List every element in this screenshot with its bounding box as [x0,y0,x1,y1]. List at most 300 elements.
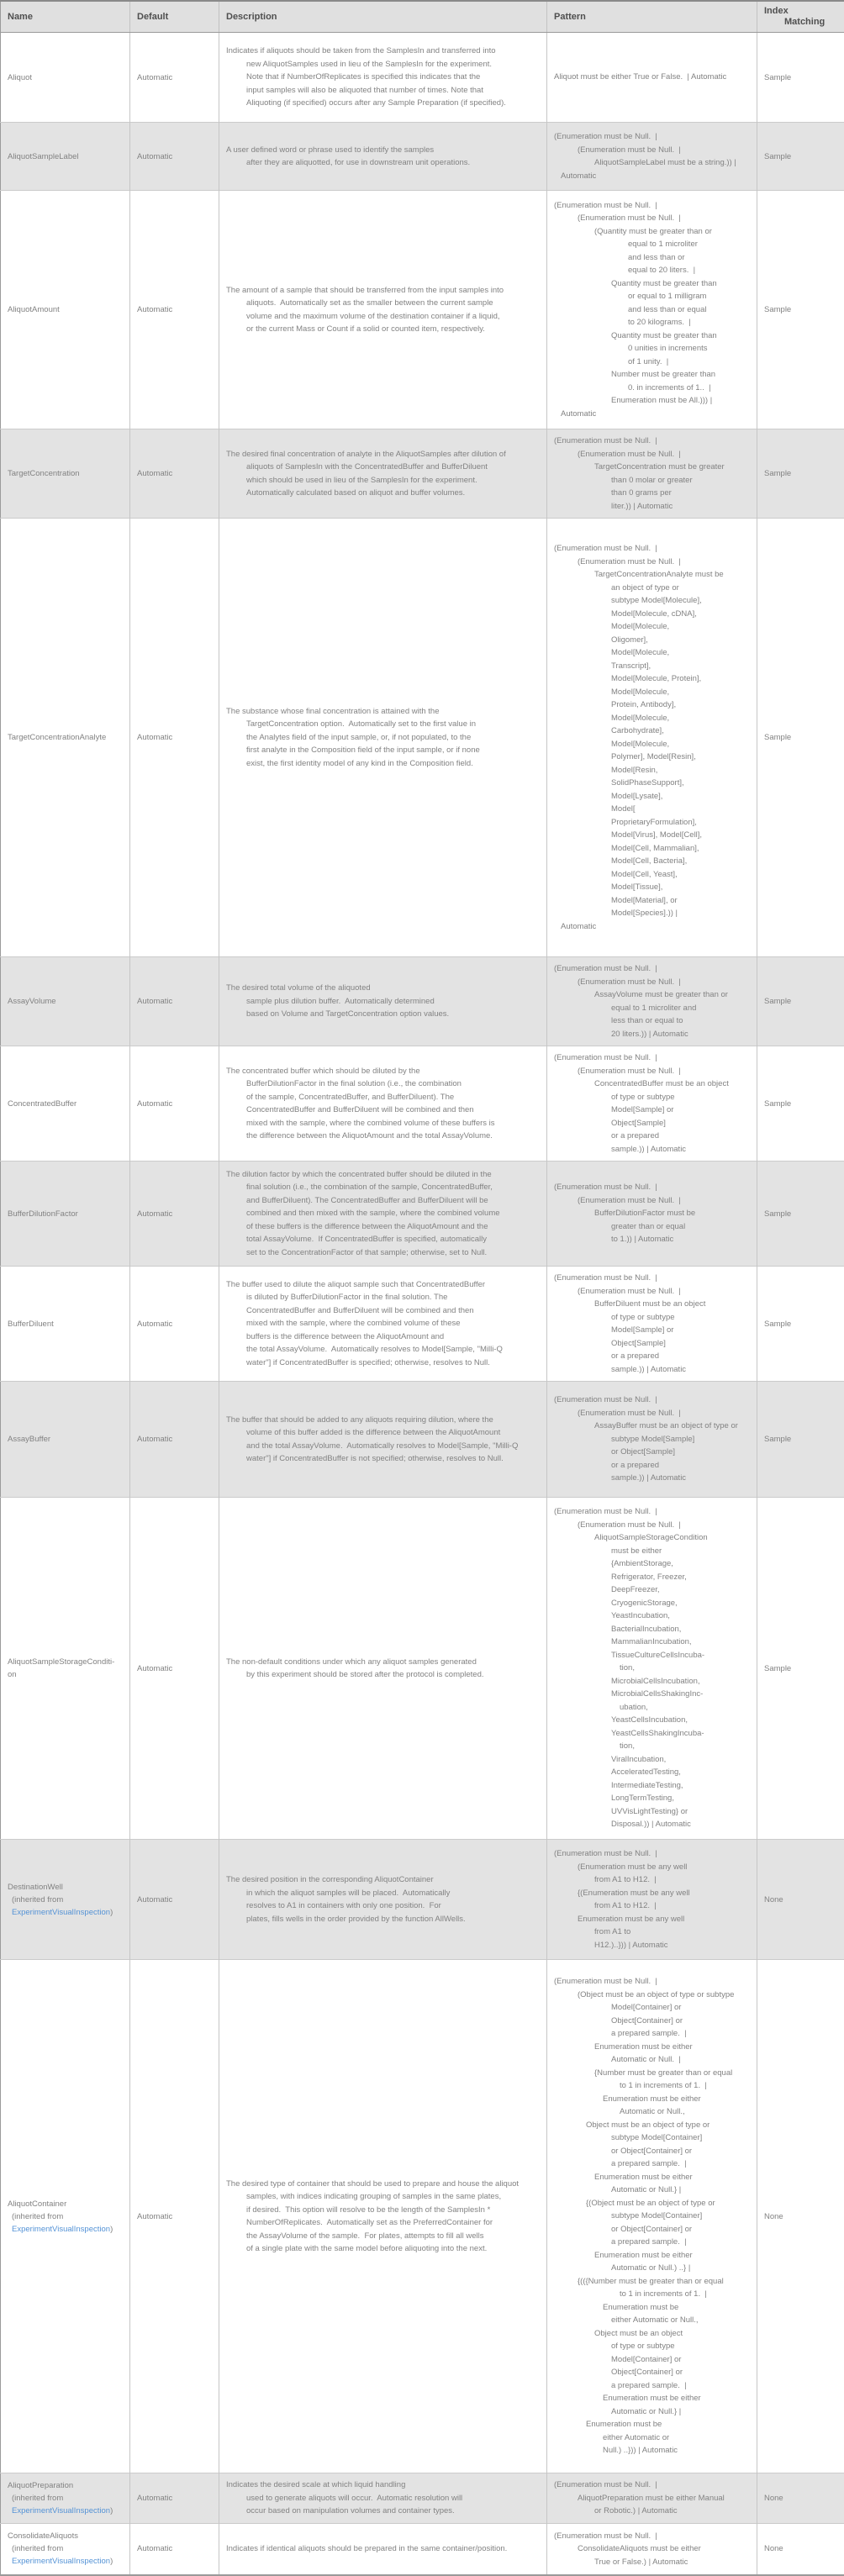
option-description-line: ConcentratedBuffer and BufferDiluent will be combined and then [226,1104,541,1117]
option-pattern-line: Aliquot must be either True or False. | Automatic [554,71,752,84]
column-header-name [1,1,130,33]
option-pattern-line: Automatic or Null., [554,2105,752,2119]
option-description-cell [219,1046,547,1162]
option-pattern-line: than 0 molar or greater [554,474,752,487]
option-name: AliquotSampleStorageConditi- [8,1656,124,1668]
option-default-value: Automatic [137,303,214,316]
option-pattern-line: from A1 to H12. | [554,1873,752,1887]
option-pattern-line: MicrobialCellsIncubation, [554,1675,752,1688]
option-pattern-line: of 1 unity. | [554,356,752,369]
option-pattern-line: (Enumeration must be any well [554,1861,752,1874]
option-description-line: mixed with the sample, where the combined volume of these [226,1317,541,1330]
option-pattern-line: either Automatic or Null., [554,2314,752,2327]
option-default-cell [130,1267,219,1382]
option-name: TargetConcentration [8,467,124,480]
inherited-source [8,2223,124,2236]
option-pattern-line: AliquotSampleStorageCondition [554,1531,752,1545]
option-default-value: Automatic [137,2542,214,2555]
option-pattern-line: Model[Cell, Yeast], [554,868,752,882]
option-index-matching-cell [757,1162,844,1267]
option-default-cell [130,1046,219,1162]
option-description-cell [219,1267,547,1382]
option-description-line: Indicates if aliquots should be taken from the SamplesIn and transferred into [226,45,541,58]
option-index-matching-cell [757,1498,844,1840]
option-pattern-line: Model[Sample] or [554,1104,752,1117]
option-pattern-line: Model[Material], or [554,894,752,908]
option-pattern-line: than 0 grams per [554,487,752,500]
option-index-matching-value: Sample [764,995,839,1008]
option-pattern-line: Model[Species].)) | [554,907,752,920]
option-pattern-line: Protein, Antibody], [554,698,752,712]
option-pattern-line: Carbohydrate], [554,724,752,738]
option-pattern-cell [547,1840,757,1960]
option-pattern-line: AliquotSampleLabel must be a string.)) | [554,156,752,170]
option-pattern-line: ProprietaryFormulation], [554,816,752,830]
option-description-line: water"] if ConcentratedBuffer is not specified; otherwise, resolves to Null. [226,1452,541,1466]
experiment-visual-inspection-link[interactable]: ExperimentVisualInspection [12,1908,110,1917]
option-pattern-line: Model[ [554,803,752,816]
option-description-cell [219,429,547,519]
option-description-line: first analyte in the Composition field of the input sample, or if none [226,744,541,757]
option-description-line: The dilution factor by which the concentrated buffer should be diluted in the [226,1168,541,1182]
option-pattern-line: subtype Model[Molecule], [554,594,752,608]
option-pattern-line: Refrigerator, Freezer, [554,1571,752,1584]
option-description-line: after they are aliquotted, for use in downstream unit operations. [226,156,541,170]
option-description-line: aliquots. Automatically set as the smaller between the current sample [226,297,541,310]
option-pattern-line: BacterialIncubation, [554,1623,752,1636]
option-description-line: Indicates the desired scale at which liquid handling [226,2479,541,2492]
option-pattern-line: from A1 to H12. | [554,1899,752,1913]
experiment-visual-inspection-link[interactable]: ExperimentVisualInspection [12,2557,110,2566]
option-default-value: Automatic [137,1098,214,1110]
option-pattern-line: subtype Model[Sample] [554,1433,752,1446]
option-pattern-line: {(({Number must be greater than or equal [554,2275,752,2289]
option-description-line: mixed with the sample, where the combined volume of these buffers is [226,1117,541,1130]
option-pattern-cell [547,429,757,519]
inherited-source [8,1906,124,1919]
option-pattern-line: to 20 kilograms. | [554,316,752,329]
experiment-visual-inspection-link[interactable]: ExperimentVisualInspection [12,2506,110,2515]
option-description-line: of a single plate with the same model before aliquoting into the next. [226,2242,541,2256]
option-pattern-line: (Enumeration must be Null. | [554,448,752,461]
option-pattern-line: (Enumeration must be Null. | [554,1407,752,1420]
option-name-cell [1,33,130,123]
option-name: AssayVolume [8,995,124,1008]
option-pattern-line: (Enumeration must be Null. | [554,1393,752,1407]
option-name-cell [1,1960,130,2473]
table-row [1,1960,844,2473]
option-pattern-cell [547,1498,757,1840]
option-description-line: of these buffers is the difference between the AliquotAmount and the [226,1220,541,1234]
table-row [1,2523,844,2575]
inherited-close-paren: ) [110,1908,113,1917]
option-description-line: combined and then mixed with the sample, where the combined volume [226,1207,541,1220]
option-description-line: plates, fills wells in the order provided by the function AllWells. [226,1913,541,1926]
column-header-label: Name [8,12,124,23]
option-pattern-line: (Enumeration must be Null. | [554,144,752,157]
option-description-line: or the current Mass or Count if a solid or counted item, respectively. [226,323,541,336]
option-default-value: Automatic [137,2492,214,2505]
option-description-line: input samples will also be aliquoted that number of times. Note that [226,84,541,97]
options-table-body [1,33,844,2576]
option-name: Aliquot [8,71,124,84]
option-pattern-line: 0 unities in increments [554,342,752,356]
option-description-line: The amount of a sample that should be transferred from the input samples into [226,284,541,298]
option-pattern-line: sample.)) | Automatic [554,1363,752,1377]
option-pattern-line: MicrobialCellsShakingInc- [554,1688,752,1701]
option-name-cell [1,1162,130,1267]
inherited-source [8,2505,124,2517]
option-description-line: aliquots of SamplesIn with the ConcentratedBuffer and BufferDiluent [226,461,541,474]
option-index-matching-value: Sample [764,1662,839,1675]
option-pattern-line: Disposal.)) | Automatic [554,1818,752,1831]
option-default-value: Automatic [137,1318,214,1330]
option-name: ConcentratedBuffer [8,1098,124,1110]
table-row [1,2473,844,2524]
experiment-visual-inspection-link[interactable]: ExperimentVisualInspection [12,2225,110,2234]
option-description-line: based on Volume and TargetConcentration option values. [226,1008,541,1021]
option-pattern-line: must be either [554,1545,752,1558]
option-default-cell [130,957,219,1046]
option-index-matching-cell [757,1046,844,1162]
option-pattern-line: Quantity must be greater than [554,329,752,343]
option-pattern-line: to 1 in increments of 1. | [554,2288,752,2301]
option-pattern-cell [547,123,757,191]
option-description-line: occur based on manipulation volumes and container types. [226,2505,541,2518]
option-pattern-line: (Enumeration must be Null. | [554,199,752,213]
option-description-cell [219,1840,547,1960]
option-description-line: and the total AssayVolume. Automatically resolves to Model[Sample, "Milli-Q [226,1440,541,1453]
option-name-cell [1,957,130,1046]
option-pattern-cell [547,191,757,429]
option-pattern-line: YeastCellsIncubation, [554,1714,752,1727]
option-description-line: The buffer that should be added to any aliquots requiring dilution, where the [226,1414,541,1427]
column-header-label: Pattern [554,12,752,23]
option-default-cell [130,1840,219,1960]
option-pattern-cell [547,1267,757,1382]
option-description-line: The non-default conditions under which any aliquot samples generated [226,1656,541,1669]
option-default-cell [130,191,219,429]
option-pattern-line: a prepared sample. | [554,2379,752,2393]
column-header-label: Index [764,6,839,17]
option-pattern-line: LongTermTesting, [554,1792,752,1805]
option-name: BufferDilutionFactor [8,1208,124,1220]
option-pattern-line: (Enumeration must be Null. | [554,1847,752,1861]
option-pattern-line: (Enumeration must be Null. | [554,1519,752,1532]
option-pattern-line: either Automatic or [554,2431,752,2445]
option-default-value: Automatic [137,1433,214,1446]
option-pattern-line: AliquotPreparation must be either Manual [554,2492,752,2505]
option-pattern-line: {(Object must be an object of type or [554,2197,752,2210]
inherited-close-paren: ) [110,2506,113,2515]
option-pattern-line: IntermediateTesting, [554,1779,752,1793]
option-pattern-line: Automatic [554,920,752,934]
option-pattern-line: SolidPhaseSupport], [554,777,752,790]
option-pattern-line: and less than or equal [554,303,752,317]
option-index-matching-cell [757,519,844,957]
option-pattern-line: or a prepared [554,1459,752,1472]
option-pattern-line: Model[Molecule, [554,738,752,751]
option-description-cell [219,1960,547,2473]
option-pattern-line: AcceleratedTesting, [554,1766,752,1779]
option-pattern-line: subtype Model[Container] [554,2210,752,2223]
option-description-line: if desired. This option will resolve to be the length of the SamplesIn * [226,2204,541,2217]
option-pattern-line: (Enumeration must be Null. | [554,1181,752,1194]
inherited-source [8,2555,124,2568]
option-description-line: by this experiment should be stored after the protocol is completed. [226,1668,541,1682]
option-default-cell [130,1960,219,2473]
option-pattern-line: Enumeration must be either [554,2171,752,2184]
option-pattern-line: UVVisLightTesting} or [554,1805,752,1819]
inherited-note: (inherited from [8,1894,124,1906]
option-default-cell [130,2523,219,2575]
option-pattern-line: (Enumeration must be Null. | [554,435,752,448]
option-default-cell [130,1162,219,1267]
option-pattern-line: sample.)) | Automatic [554,1472,752,1485]
option-pattern-line: Model[Molecule, [554,712,752,725]
option-description-cell [219,2473,547,2524]
option-pattern-line: (Enumeration must be Null. | [554,1194,752,1208]
option-pattern-line: tion, [554,1740,752,1753]
option-pattern-line: subtype Model[Container] [554,2131,752,2145]
option-name: BufferDiluent [8,1318,124,1330]
option-description-line: in which the aliquot samples will be placed. Automatically [226,1887,541,1900]
option-pattern-line: Model[Tissue], [554,881,752,894]
option-description-line: total AssayVolume. If ConcentratedBuffer is specified, automatically [226,1233,541,1246]
option-name-cell [1,1498,130,1840]
option-index-matching-value: Sample [764,1318,839,1330]
option-index-matching-value: Sample [764,1433,839,1446]
option-description-line: volume and the maximum volume of the destination container if a liquid, [226,310,541,324]
option-pattern-line: or a prepared [554,1350,752,1363]
column-header-label: Default [137,12,214,23]
column-header-label: Description [226,12,541,23]
option-pattern-line: (Enumeration must be Null. | [554,556,752,569]
option-default-cell [130,33,219,123]
option-default-value: Automatic [137,1208,214,1220]
table-row [1,429,844,519]
option-description-line: the Analytes field of the input sample, or, if not populated, to the [226,731,541,745]
option-description-line: set to the ConcentrationFactor of that sample; otherwise, set to Null. [226,1246,541,1260]
option-pattern-line: greater than or equal [554,1220,752,1234]
option-name: AliquotAmount [8,303,124,316]
option-description-cell [219,123,547,191]
column-header-label: Matching [764,17,839,28]
option-pattern-line: Object[Sample] [554,1337,752,1351]
option-index-matching-value: Sample [764,1208,839,1220]
option-description-line: is diluted by BufferDilutionFactor in the final solution. The [226,1291,541,1304]
option-pattern-line: (Enumeration must be Null. | [554,1272,752,1285]
option-pattern-line: Automatic [554,170,752,183]
option-pattern-line: TargetConcentrationAnalyte must be [554,568,752,582]
option-pattern-line: (Enumeration must be Null. | [554,1505,752,1519]
option-description-line: new AliquotSamples used in lieu of the SamplesIn for the experiment. [226,58,541,71]
option-name: AliquotPreparation [8,2479,124,2492]
option-pattern-line: tion, [554,1662,752,1675]
option-description-line: volume of this buffer added is the difference between the AliquotAmount [226,1426,541,1440]
option-index-matching-cell [757,957,844,1046]
option-description-line: exist, the first identity model of any kind in the Composition field. [226,757,541,771]
option-pattern-line: Number must be greater than [554,368,752,382]
option-pattern-line: of type or subtype [554,1311,752,1325]
option-pattern-line: Object[Container] or [554,2366,752,2379]
option-pattern-line: or Object[Container] or [554,2223,752,2236]
option-pattern-line: AssayVolume must be greater than or [554,988,752,1002]
inherited-note: (inherited from [8,2542,124,2555]
option-description-line: water"] if ConcentratedBuffer is specified; otherwise, resolves to Null. [226,1356,541,1370]
table-row [1,957,844,1046]
option-pattern-line: to 1.)) | Automatic [554,1233,752,1246]
option-description-line: sample plus dilution buffer. Automatically determined [226,995,541,1009]
option-pattern-line: Model[Molecule, [554,646,752,660]
option-index-matching-cell [757,2523,844,2575]
option-pattern-line: Model[Resin, [554,764,752,777]
option-pattern-line: Model[Molecule, [554,686,752,699]
option-pattern-line: to 1 in increments of 1. | [554,2079,752,2093]
option-index-matching-value: Sample [764,467,839,480]
option-pattern-line: TargetConcentration must be greater [554,461,752,474]
option-index-matching-value: Sample [764,303,839,316]
option-pattern-line: YeastIncubation, [554,1609,752,1623]
option-pattern-line: Model[Molecule, cDNA], [554,608,752,621]
option-pattern-line: Model[Virus], Model[Cell], [554,829,752,842]
option-default-cell [130,2473,219,2524]
option-pattern-line: {(Enumeration must be any well [554,1887,752,1900]
inherited-note: (inherited from [8,2492,124,2505]
option-pattern-line: Model[Cell, Bacteria], [554,855,752,868]
option-pattern-line: an object of type or [554,582,752,595]
option-description-line: of the sample, ConcentratedBuffer, and BufferDiluent). The [226,1091,541,1104]
option-index-matching-cell [757,33,844,123]
option-name: on [8,1668,124,1681]
option-description-line: the total AssayVolume. Automatically resolves to Model[Sample, "Milli-Q [226,1343,541,1356]
table-row [1,191,844,429]
option-description-line: Automatically calculated based on aliquot and buffer volumes. [226,487,541,500]
table-row [1,1498,844,1840]
option-pattern-line: AssayBuffer must be an object of type or [554,1420,752,1433]
option-index-matching-value: Sample [764,71,839,84]
option-pattern-line: Enumeration must be either [554,2249,752,2263]
option-pattern-cell [547,957,757,1046]
header-row [1,1,844,33]
option-pattern-line: Model[Cell, Mammalian], [554,842,752,856]
table-row [1,123,844,191]
option-description-line: buffers is the difference between the AliquotAmount and [226,1330,541,1344]
option-description-cell [219,2523,547,2575]
option-pattern-line: equal to 1 microliter and [554,1002,752,1015]
option-pattern-line: TissueCultureCellsIncuba- [554,1649,752,1662]
option-default-value: Automatic [137,731,214,744]
column-header-pattern [547,1,757,33]
option-pattern-line: Enumeration must be [554,2418,752,2431]
option-pattern-cell [547,2523,757,2575]
option-pattern-line: ubation, [554,1701,752,1715]
option-description-line: Indicates if identical aliquots should be prepared in the same container/position. [226,2542,541,2556]
option-default-cell [130,1498,219,1840]
option-description-line: final solution (i.e., the combination of the sample, ConcentratedBuffer, [226,1181,541,1194]
option-pattern-line: Model[Molecule, [554,620,752,634]
option-pattern-line: {Number must be greater than or equal [554,2067,752,2080]
option-pattern-line: Automatic or Null. | [554,2053,752,2067]
table-row [1,1840,844,1960]
option-pattern-line: Automatic or Null.} | [554,2184,752,2197]
option-description-line: Aliquoting (if specified) occurs after any Sample Preparation (if specified). [226,97,541,110]
options-table-header [1,1,844,33]
option-pattern-line: Enumeration must be either [554,2392,752,2405]
option-pattern-line: (Enumeration must be Null. | [554,2479,752,2492]
option-pattern-cell [547,1960,757,2473]
option-description-line: The buffer used to dilute the aliquot sample such that ConcentratedBuffer [226,1278,541,1292]
option-default-cell [130,519,219,957]
option-pattern-cell [547,1162,757,1267]
option-pattern-line: BufferDilutionFactor must be [554,1207,752,1220]
option-pattern-line: a prepared sample. | [554,2027,752,2041]
option-index-matching-cell [757,191,844,429]
option-pattern-line: Enumeration must be All.))) | [554,394,752,408]
option-index-matching-cell [757,1960,844,2473]
column-header-description [219,1,547,33]
option-pattern-line: {AmbientStorage, [554,1557,752,1571]
option-description-line: NumberOfReplicates. Automatically set as the PreferredContainer for [226,2216,541,2230]
option-pattern-line: liter.)) | Automatic [554,500,752,514]
option-name-cell [1,191,130,429]
option-pattern-cell [547,33,757,123]
table-row [1,1046,844,1162]
option-pattern-line: (Enumeration must be Null. | [554,1065,752,1078]
option-index-matching-value: None [764,2492,839,2505]
option-description-cell [219,1162,547,1267]
option-name-cell [1,2473,130,2524]
option-description-line: the difference between the AliquotAmount and the total AssayVolume. [226,1130,541,1143]
option-pattern-line: or Robotic.) | Automatic [554,2505,752,2518]
option-pattern-line: (Enumeration must be Null. | [554,1975,752,1989]
option-description-cell [219,33,547,123]
option-pattern-line: Object[Container] or [554,2015,752,2028]
option-pattern-line: equal to 1 microliter [554,238,752,251]
option-name: ConsolidateAliquots [8,2530,124,2542]
option-pattern-line: of type or subtype [554,2340,752,2353]
option-pattern-line: Model[Molecule, Protein], [554,672,752,686]
option-pattern-line: Enumeration must be either [554,2093,752,2106]
option-pattern-line: and less than or [554,251,752,265]
option-pattern-line: (Quantity must be greater than or [554,225,752,239]
option-pattern-line: a prepared sample. | [554,2157,752,2171]
option-pattern-line: (Enumeration must be Null. | [554,962,752,976]
table-row [1,1382,844,1498]
option-pattern-line: CryogenicStorage, [554,1597,752,1610]
option-name: AliquotContainer [8,2198,124,2210]
option-description-cell [219,519,547,957]
option-description-line: resolves to A1 in containers with only one position. For [226,1899,541,1913]
option-pattern-line: H12.)..})) | Automatic [554,1939,752,1952]
table-row [1,519,844,957]
inherited-close-paren: ) [110,2225,113,2234]
option-pattern-line: Object[Sample] [554,1117,752,1130]
option-default-value: Automatic [137,467,214,480]
option-default-value: Automatic [137,150,214,163]
option-name: DestinationWell [8,1881,124,1894]
option-pattern-line: (Enumeration must be Null. | [554,2530,752,2543]
option-description-line: The desired final concentration of analyte in the AliquotSamples after dilution of [226,448,541,461]
option-description-line: The substance whose final concentration is attained with the [226,705,541,719]
option-description-cell [219,191,547,429]
option-pattern-line: Automatic or Null.} | [554,2405,752,2419]
option-pattern-cell [547,1382,757,1498]
option-description-line: ConcentratedBuffer and BufferDiluent will be combined and then [226,1304,541,1318]
option-pattern-line: Transcript], [554,660,752,673]
option-pattern-cell [547,519,757,957]
option-name-cell [1,2523,130,2575]
